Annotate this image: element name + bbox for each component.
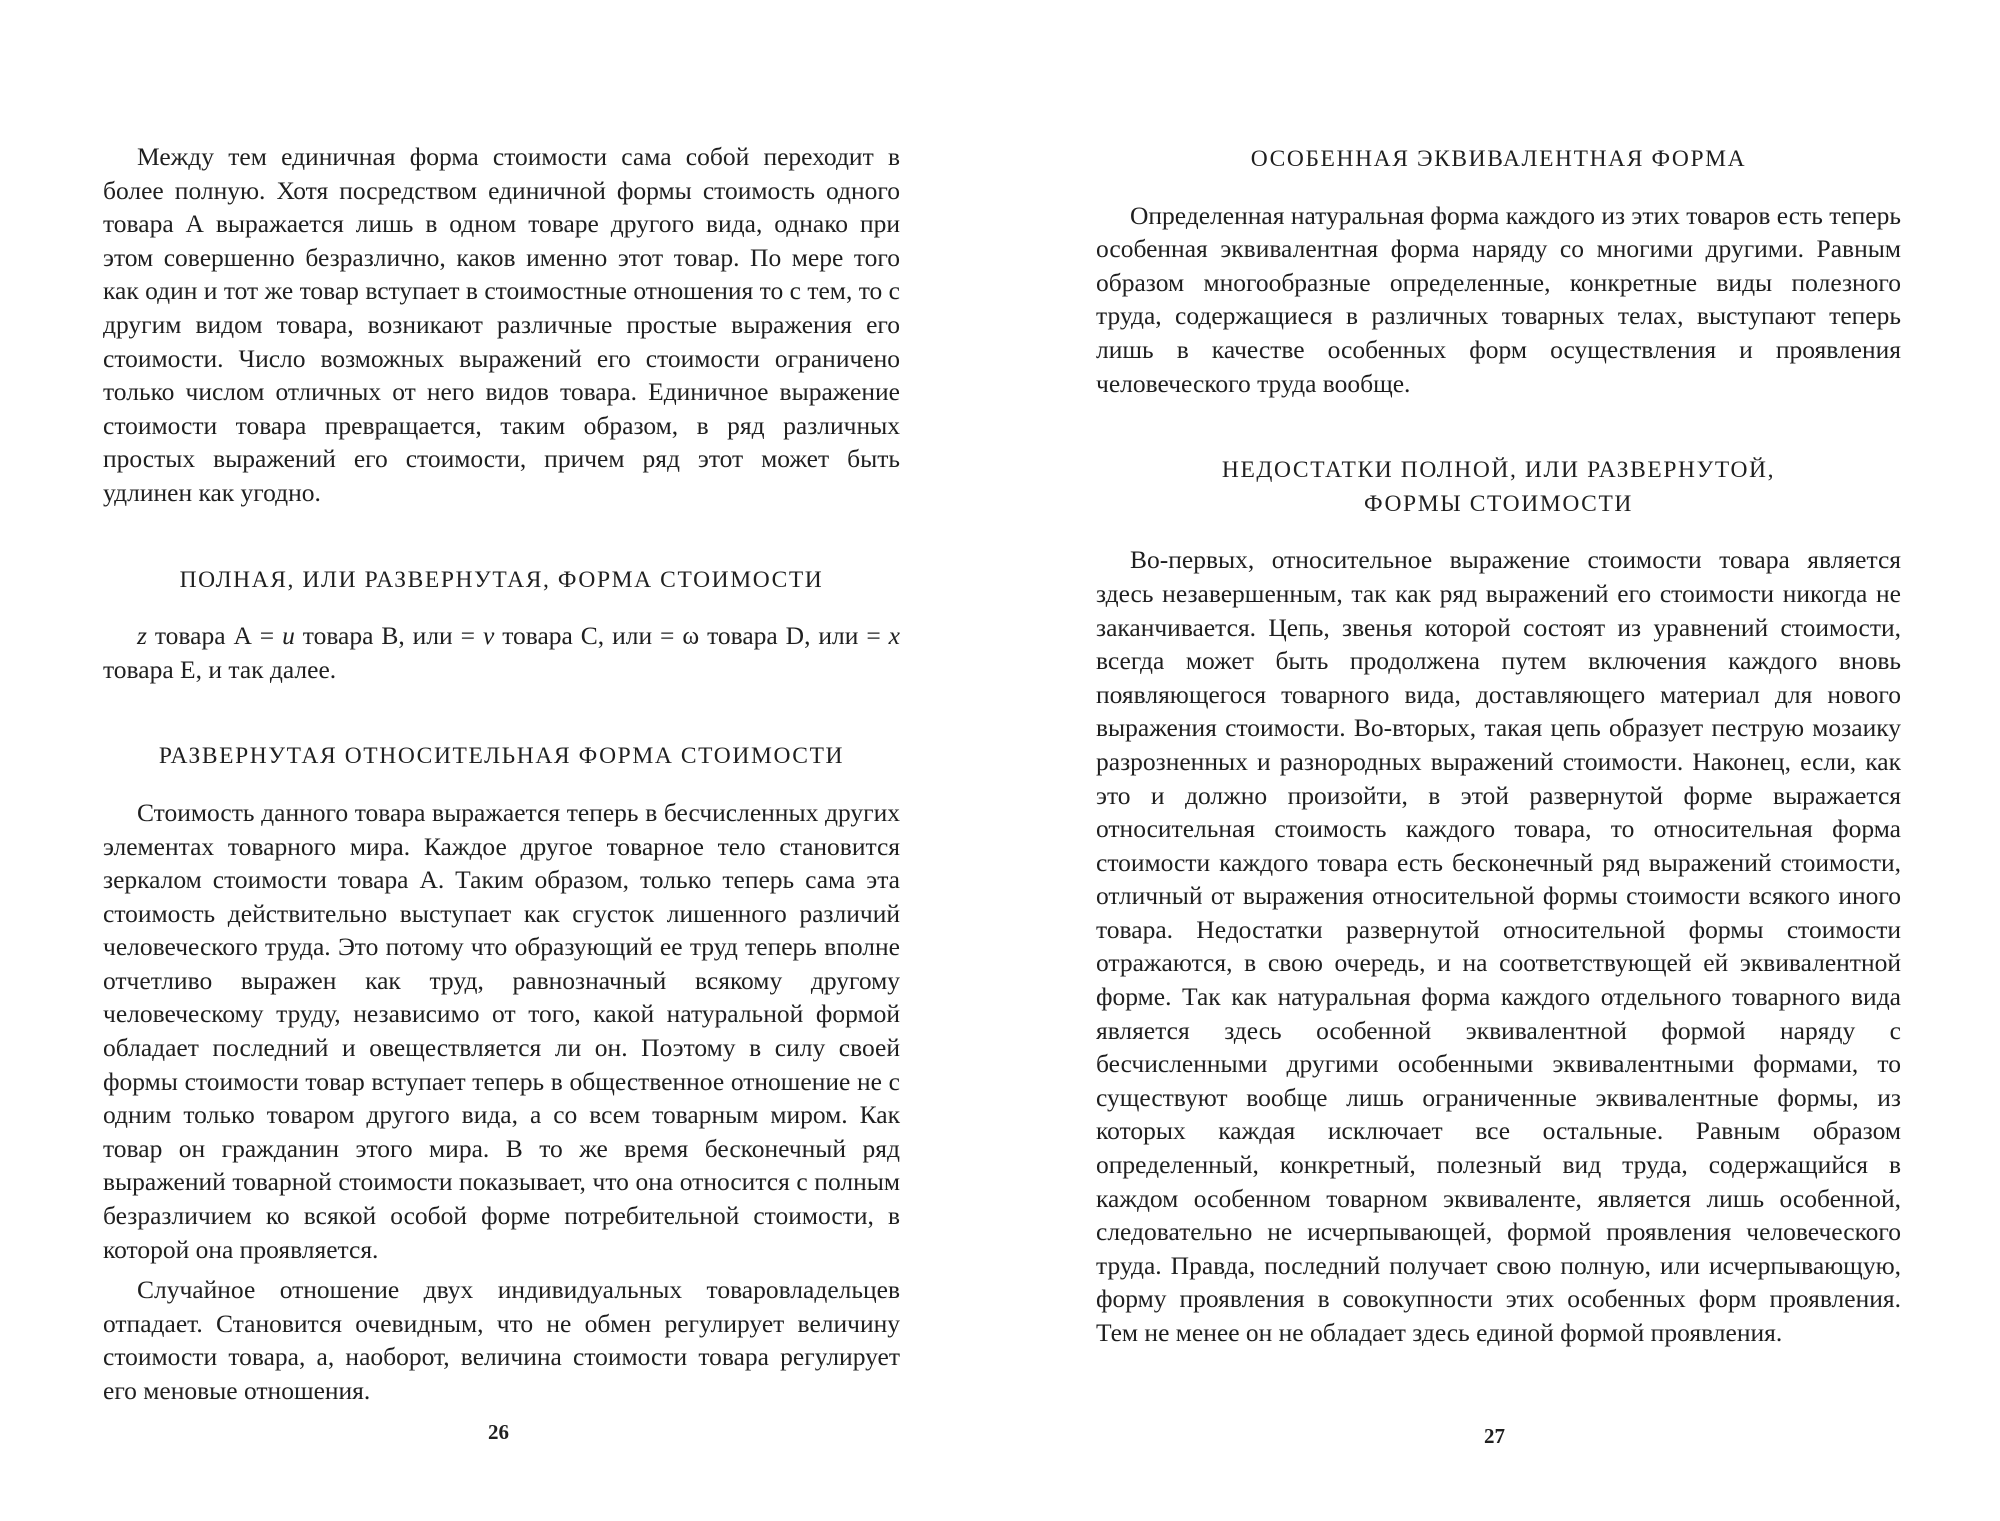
left-page-text — [103, 140, 900, 1408]
section-heading-relative-form: РАЗВЕРНУТАЯ ОТНОСИТЕЛЬНАЯ ФОРМА СТОИМОСТИ — [158, 743, 845, 770]
left-paragraph-1: Между тем единичная форма стоимости сама собой переходит в более полную. Хотя посредством единичной формы стоимость одного товара А выражается лишь в одном товаре другого вида, однако при этом совершенно безразлично, каков именно этот товар. По мере того как один и тот же товар вступает в стоимостные отношения то с тем, то с другим видом товара, возникают различные простые выражения его стоимости. Число возможных выражений его стоимости ограничено только числом отличных от него видов товара. Единичное выражение стоимости товара превращается, таким образом, в ряд различных простых выражений его стоимости, причем ряд этот может быть удлинен как угодно. — [103, 142, 900, 507]
right-page — [1000, 0, 2000, 1521]
section-heading-shortcomings-line-1: НЕДОСТАТКИ ПОЛНОЙ, ИЛИ РАЗВЕРНУТОЙ, — [1221, 457, 1776, 484]
right-paragraph-1: Определенная натуральная форма каждого из этих товаров есть теперь особенная эквивалентная форма наряду со многими другими. Равным образом многообразные определенные, конкретные виды полезного труда, содержащиеся в различных товарных телах, выступают теперь лишь в качестве особенных форм осуществления и проявления человеческого труда вообще. — [1096, 200, 1902, 398]
formula-part-4: товара Е, и так далее. — [103, 654, 337, 684]
section-heading-equivalent-form: ОСОБЕННАЯ ЭКВИВАЛЕНТНАЯ ФОРМА — [1250, 146, 1747, 172]
formula-var-z: z — [137, 621, 147, 651]
page-number-left: 26 — [488, 1420, 509, 1444]
formula-part-1: товара А = — [146, 621, 283, 651]
section-heading-shortcomings-line-2: ФОРМЫ СТОИМОСТИ — [1364, 490, 1633, 517]
right-paragraph-2: Во-первых, относительное выражение стоимости товара является здесь незавершенным, так как ряд выражений его стоимости никогда не заканчивается. Цепь, звенья которой состоят из уравнений стоимости, всегда может быть продолжена путем включения каждого вновь появляющегося товарного вида, доставляющего материал для нового выражения стоимости. Во-вторых, такая цепь образует пеструю мозаику разрозненных и разнородных выражений стоимости. Наконец, если, как это и должно произойти, в этой развернутой форме выражается относительная стоимость каждого товара, то относительная форма стоимости каждого товара есть бесконечный ряд выражений стоимости, отличный от выражения относительной формы стоимости всякого иного товара. Недостатки развернутой относительной формы стоимости отражаются, в свою очередь, и на соответствующей ей эквивалентной форме. Так как натуральная форма каждого отдельного товарного вида является здесь особенной эквивалентной формой наряду с бесчисленными другими особенными эквивалентными формами, то существуют вообще лишь ограниченные эквивалентные формы, из которых каждая исключает все остальные. Равным образом определенный, конкретный, полезный вид труда, содержащийся в каждом особенном товарном эквиваленте, является лишь особенной, следовательно не исчерпывающей, формой проявления человеческого труда. Правда, последний получает свою полную, или исчерпывающую, форму проявления в совокупности этих особенных форм проявления. Тем не менее он не обладает здесь единой формой проявления. — [1096, 545, 1901, 1347]
left-paragraph-3: Случайное отношение двух индивидуальных товаровладельцев отпадает. Становится очевидным, что не обмен регулирует величину стоимости товара, а, наоборот, величина стоимости товара регулирует его меновые отношения. — [103, 1275, 900, 1405]
right-page-text — [1096, 143, 1901, 1350]
formula-part-3: товара С, или = ω товара D, или = — [494, 621, 889, 651]
formula-var-u: u — [282, 621, 295, 651]
formula-part-2: товара В, или = — [294, 621, 483, 651]
page-number-right: 27 — [1484, 1424, 1505, 1448]
left-paragraph-2: Стоимость данного товара выражается теперь в бесчисленных других элементах товарного мира. Каждое другое товарное тело становится зеркалом стоимости товара А. Таким образом, только теперь сама эта стоимость действительно выступает как сгусток лишенного различий человеческого труда. Это потому что образующий ее труд теперь вполне отчетливо выражен как труд, равнозначный всякому другому человеческому труду, независимо от того, какой натуральной формой обладает последний и овеществляется ли он. Поэтому в силу своей формы стоимости товар вступает теперь в общественное отношение не с одним только товаром другого вида, а со всем товарным миром. Как товар он гражданин этого мира. В то же время бесконечный ряд выражений товарной стоимости показывает, что она относится с полным безразличием ко всякой особой форме потребительной стоимости, в которой она проявляется. — [103, 797, 900, 1264]
formula-var-x: x — [888, 621, 900, 651]
value-formula — [103, 619, 900, 686]
formula-var-v: v — [482, 621, 495, 651]
section-heading-full-form: ПОЛНАЯ, ИЛИ РАЗВЕРНУТАЯ, ФОРМА СТОИМОСТИ — [179, 566, 824, 593]
